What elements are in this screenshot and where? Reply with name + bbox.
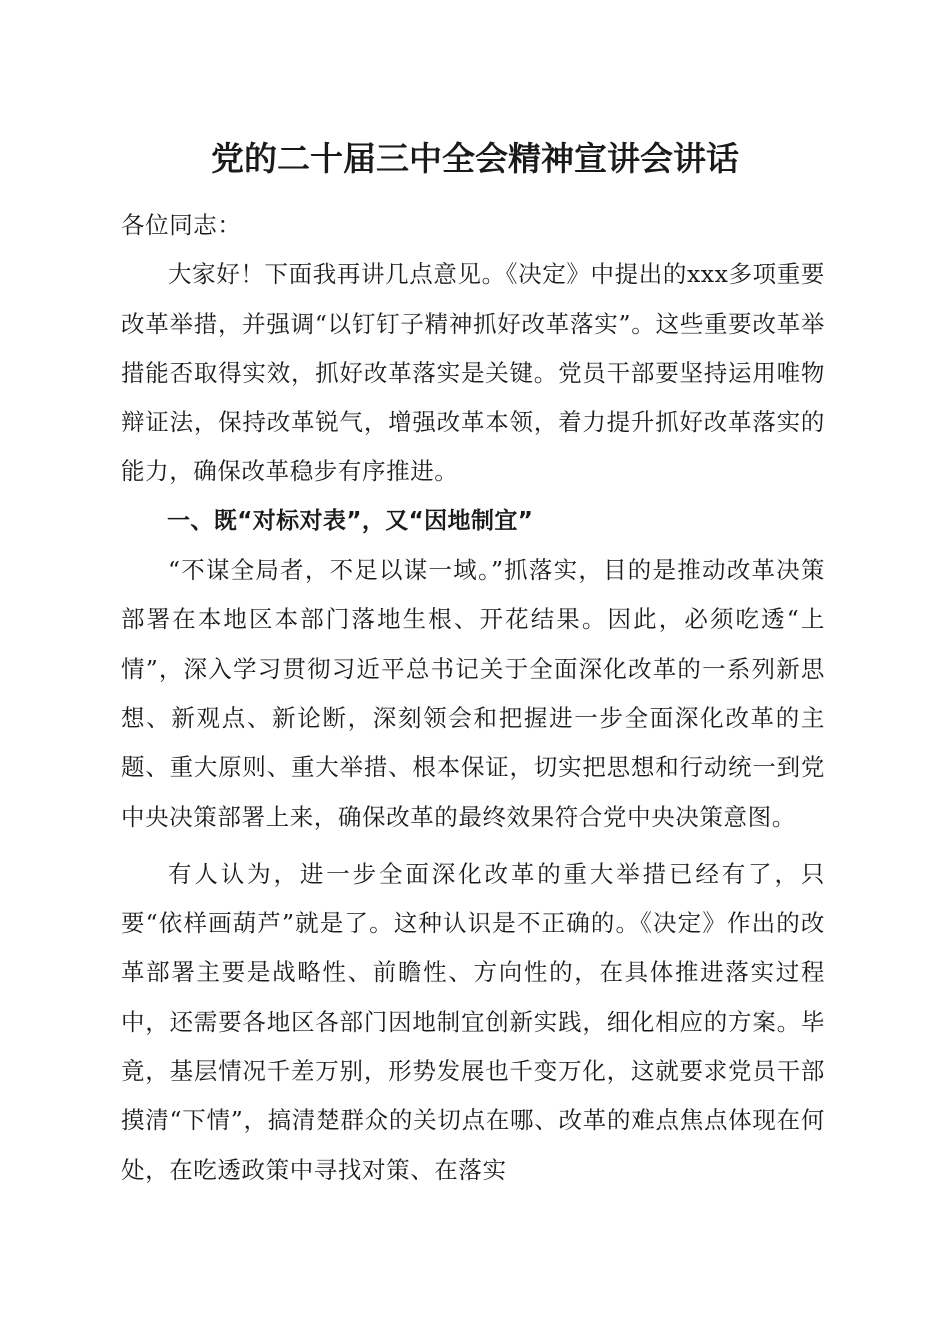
section-paragraph: “不谋全局者，不足以谋一域。”抓落实，目的是推动改革决策部署在本地区本部门落地生根、开花结果。因此，必须吃透“上情”，深入学习贯彻习近平总书记关于全面深化改革的一系列新思想、新观点、新论断，深刻领会和把握进一步全面深化改革的主题、重大原则、重大举措、根本保证，切实把思想和行动统一到党中央决策部署上来，确保改革的最终效果符合党中央决策意图。 <box>121 556 825 831</box>
document-title: 党的二十届三中全会精神宣讲会讲话 <box>211 139 739 178</box>
section-paragraph: 有人认为，进一步全面深化改革的重大举措已经有了，只要“依样画葫芦”就是了。这种认识是不正确的。《决定》作出的改革部署主要是战略性、前瞻性、方向性的，在具体推进落实过程中，还需要各地区各部门因地制宜创新实践，细化相应的方案。毕竟，基层情况千差万别，形势发展也千变万化，这就要求党员干部摸清“下情”，搞清楚群众的关切点在哪、改革的难点焦点体现在何处，在吃透政策中寻找对策、在落实 <box>121 859 825 1184</box>
intro-paragraph: 大家好！下面我再讲几点意见。《决定》中提出的xxx多项重要改革举措，并强调“以钉钉子精神抓好改革落实”。这些重要改革举措能否取得实效，抓好改革落实是关键。党员干部要坚持运用唯物辩证法，保持改革锐气，增强改革本领，着力提升抓好改革落实的能力，确保改革稳步有序推进。 <box>121 260 825 486</box>
document-body <box>121 201 825 1195</box>
section-heading: 一、既“对标对表”，又“因地制宜” <box>167 507 534 534</box>
salutation: 各位同志： <box>121 211 242 239</box>
